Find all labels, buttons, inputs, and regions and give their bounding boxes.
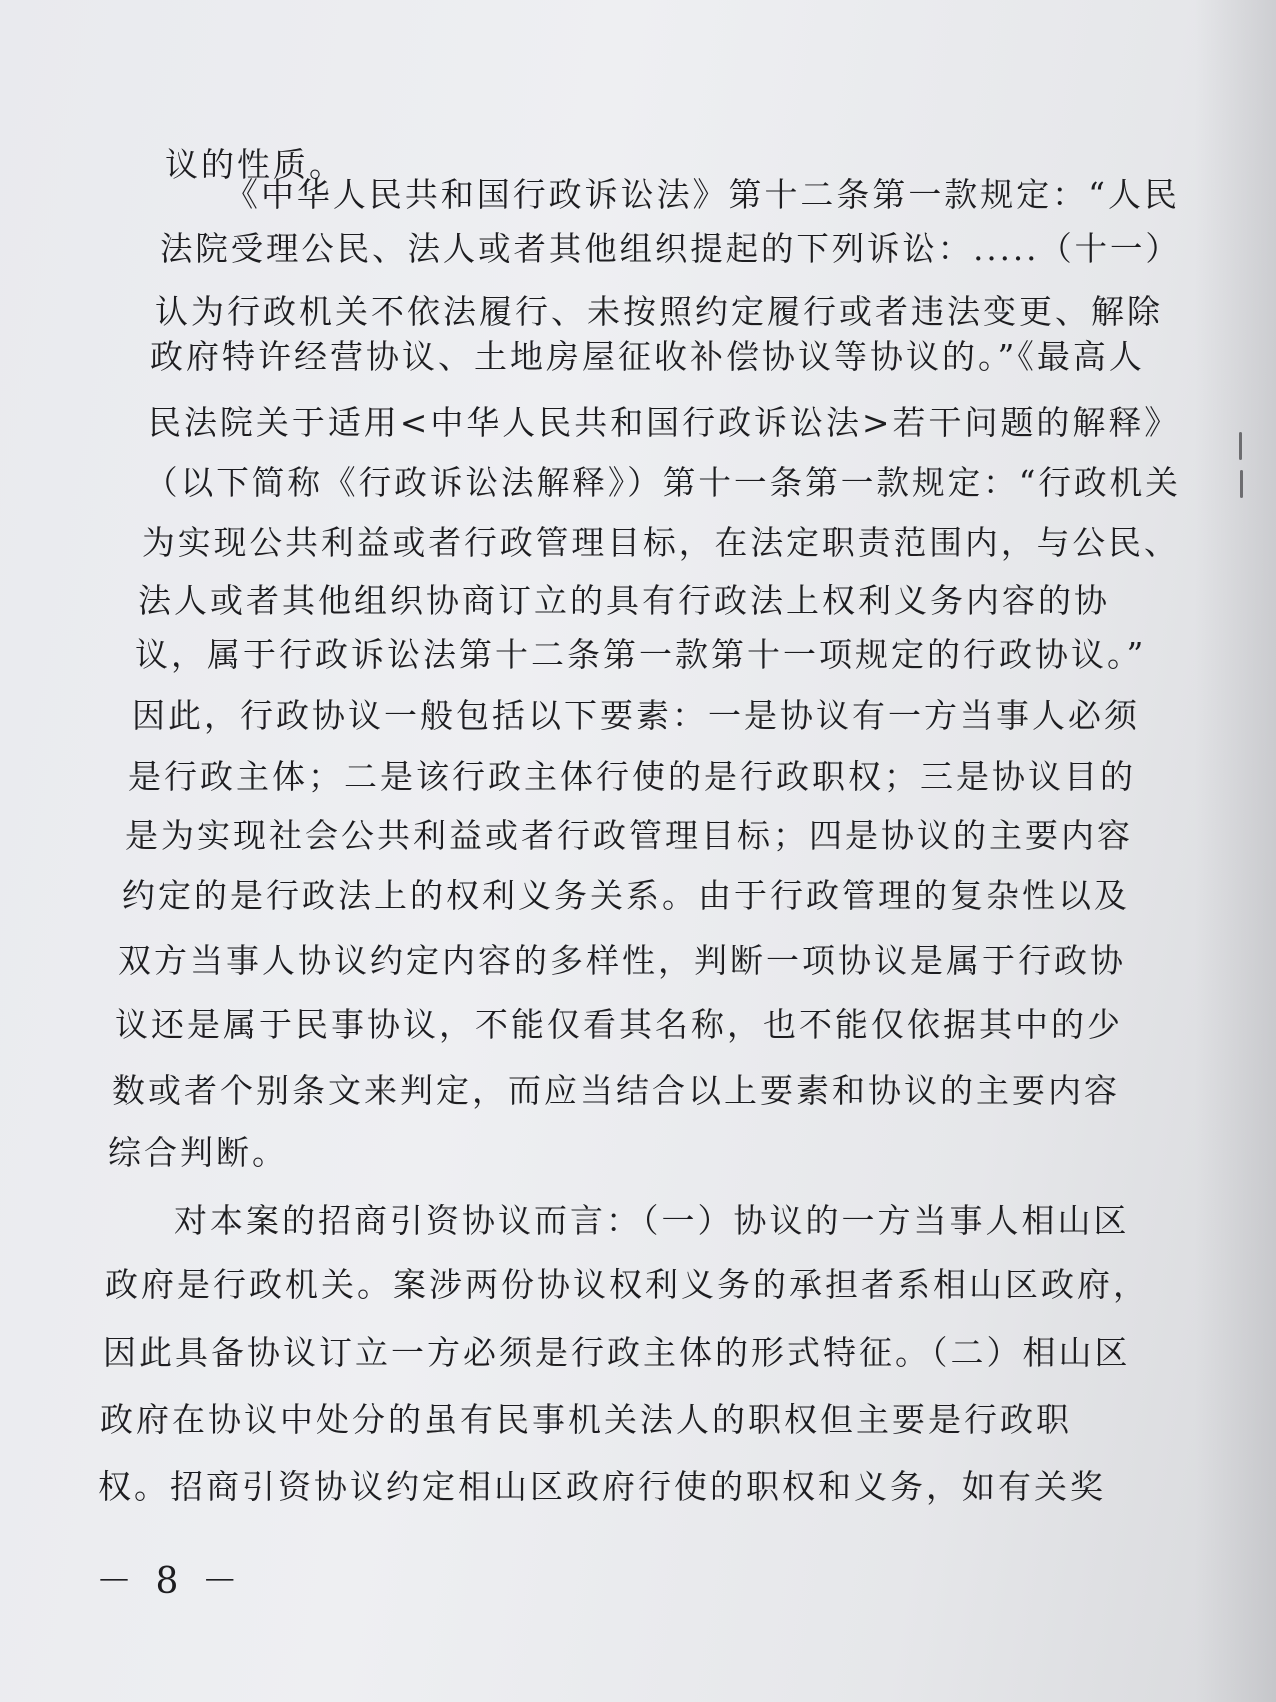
text-line: 因此具备协议订立一方必须是行政主体的形式特征。（二）相山区: [103, 1333, 1131, 1372]
text-line: 议的性质。: [165, 145, 345, 184]
text-line: （以下简称《行政诉讼法解释》）第十一条第一款规定：“行政机关: [145, 463, 1181, 502]
text-line: 认为行政机关不依法履行、未按照约定履行或者违法变更、解除: [155, 292, 1163, 331]
text-line: 为实现公共利益或者行政管理目标，在法定职责范围内，与公民、: [142, 523, 1180, 562]
text-line: 因此，行政协议一般包括以下要素：一是协议有一方当事人必须: [132, 696, 1140, 735]
page-number: － 8 －: [96, 1561, 244, 1602]
text-line: 议还是属于民事协议，不能仅看其名称，也不能仅依据其中的少: [115, 1005, 1123, 1044]
text-line: 数或者个别条文来判定，而应当结合以上要素和协议的主要内容: [112, 1071, 1120, 1110]
text-line: 权。招商引资协议约定相山区政府行使的职权和义务，如有关奖: [98, 1467, 1106, 1506]
text-line: 议，属于行政诉讼法第十二条第一款第十一项规定的行政协议。”: [135, 635, 1147, 674]
text-line: 对本案的招商引资协议而言：（一）协议的一方当事人相山区: [174, 1201, 1130, 1240]
text-line: 是为实现社会公共利益或者行政管理目标；四是协议的主要内容: [125, 816, 1133, 855]
text-line: 双方当事人协议约定内容的多样性，判断一项协议是属于行政协: [118, 941, 1126, 980]
text-line: 法人或者其他组织协商订立的具有行政法上权利义务内容的协: [138, 581, 1110, 620]
text-line: 《中华人民共和国行政诉讼法》第十二条第一款规定：“人民: [225, 175, 1180, 214]
text-line: 约定的是行政法上的权利义务关系。由于行政管理的复杂性以及: [122, 876, 1130, 915]
text-line: 民法院关于适用<中华人民共和国行政诉讼法>若干问题的解释》: [148, 403, 1181, 442]
text-line: 政府是行政机关。案涉两份协议权利义务的承担者系相山区政府，: [105, 1265, 1149, 1304]
text-line: 是行政主体；二是该行政主体行使的是行政职权；三是协议目的: [128, 757, 1136, 796]
text-line: 政府在协议中处分的虽有民事机关法人的职权但主要是行政职: [100, 1400, 1072, 1439]
text-line: 法院受理公民、法人或者其他组织提起的下列诉讼：.....（十一）: [160, 229, 1181, 268]
text-line: 政府特许经营协议、土地房屋征收补偿协议等协议的。”《最高人: [150, 337, 1145, 376]
text-line: 综合判断。: [108, 1133, 288, 1172]
